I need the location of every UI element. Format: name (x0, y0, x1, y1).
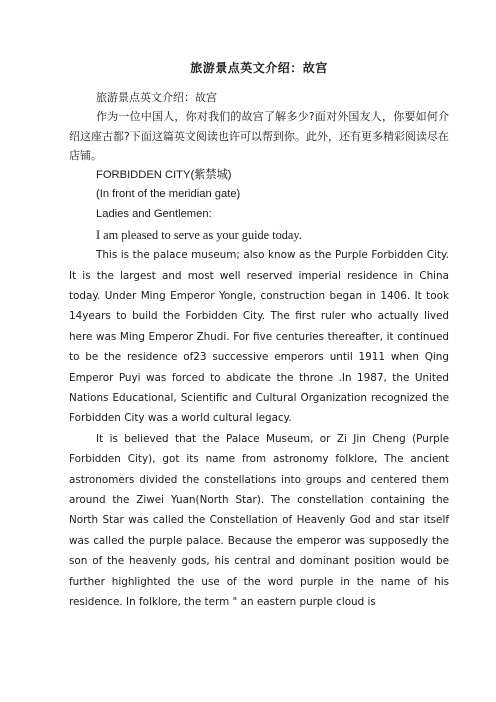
body-paragraph-2: It is believed that the Palace Museum, or Zi Jin Cheng (Purple Forbidden City), got its name from astronomy folklore, The ancient astronomers divided the constellations into groups and centered them around the Ziwei Yuan(North Star). The constellation containing the North Star was called the Constellation of Heavenly God and star itself was called the purple palace. Because the emperor was supposedly the son of the heavenly gods, his central and dominant position would be further highlighted the use of the word purple in the name of his residence. In folklore, the term " an eastern purple cloud is (69, 432, 449, 609)
greeting-line: Ladies and Gentlemen: (96, 208, 212, 221)
body-paragraph-1: This is the palace museum; also know as the Purple Forbidden City. It is the largest and most well reserved imperial residence in China today. Under Ming Emperor Yongle, construction began in 1406. It took 14years to build the Forbidden City. The first ruler who actually lived here was Ming Emperor Zhudi. For five centuries thereafter, it continued to be the residence of23 successive emperors until 1911 when Qing Emperor Puyi was forced to abdicate the throne .In 1987, the United Nations Educational, Scientific and Cultural Organization recognized the Forbidden City was a world cultural legacy. (69, 249, 449, 425)
intro-paragraph: 作为一位中国人，你对我们的故宫了解多少?面对外国友人，你要如何介绍这座古都?下面这篇英文阅读也许可以帮到你。此外，还有更多精彩阅读尽在店铺。 (69, 110, 449, 163)
section-heading: FORBIDDEN CITY(紫禁城) (96, 168, 232, 181)
document-title: 旅游景点英文介绍：故宫 (190, 61, 328, 75)
opening-line: I am pleased to serve as your guide today. (96, 227, 302, 242)
location-note: (In front of the meridian gate) (96, 188, 241, 201)
subtitle-paragraph: 旅游景点英文介绍：故宫 (96, 91, 217, 104)
